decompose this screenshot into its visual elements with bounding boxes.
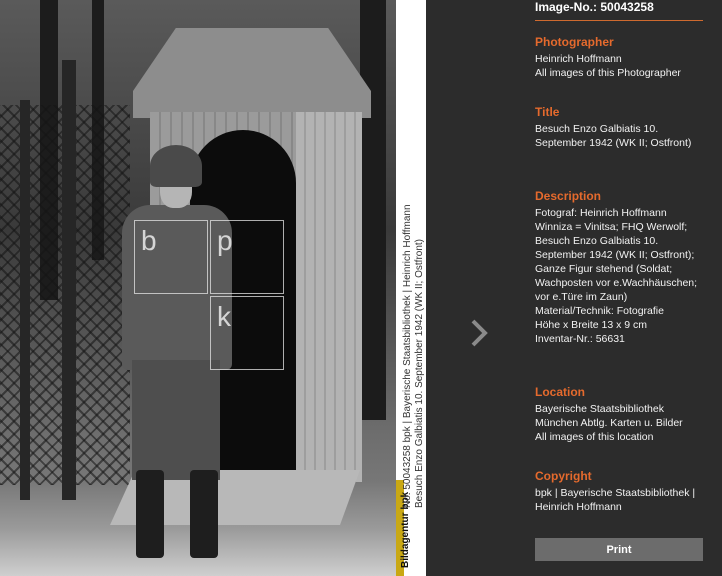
fence-post [62,60,76,500]
title-section [535,105,705,150]
location-section [535,385,705,444]
zoom-cell-b[interactable]: b [134,220,208,294]
tree-trunk [360,0,386,420]
description-material: Material/Technik: Fotografie [535,305,664,317]
description-text: Fotograf: Heinrich Hoffmann Winniza = Vinitsa; FHQ Werwolf; Besuch Enzo Galbiatis 10. September 1942 (WK II; Ostfront); Ganze Figur stehend (Soldat; Wachposten vor e.Wachhäuschen; vor e.Türe im Zaun) [535,207,698,303]
caption-line-2: Besuch Enzo Galbiatis 10. September 1942 (WK II; Ostfront) [414,238,425,508]
fence-post [20,100,30,500]
caption-line-1: No: 50043258 bpk | Bayerische Staatsbibliothek | Heinrich Hoffmann [402,204,413,508]
photographer-images-link[interactable]: All images of this Photographer [535,67,681,79]
description-inventory: Inventar-Nr.: 56631 [535,333,625,345]
description-section [535,189,705,346]
divider [535,20,703,21]
zoom-grid[interactable] [134,220,286,372]
description-heading: Description [535,189,602,203]
location-text: Bayerische Staatsbibliothek München Abtlg. Karten u. Bilder [535,403,683,429]
zoom-cell-k[interactable]: k [210,296,284,370]
title-heading: Title [535,105,560,119]
photographer-section [535,35,705,80]
soldier-helmet [150,145,202,187]
agency-label: Bildagentur bpk [400,491,411,568]
next-image-button[interactable] [462,316,496,350]
location-images-link[interactable]: All images of this location [535,431,654,443]
image-info-panel [535,0,705,576]
soldier-boot [136,470,164,558]
photographer-heading: Photographer [535,35,614,49]
soldier-legs [132,360,220,480]
photographer-name: Heinrich Hoffmann [535,53,622,65]
guard-booth-side [296,112,362,482]
image-number-value: 50043258 [600,0,654,14]
image-number-label: Image-No.: [535,0,598,14]
image-number [535,0,654,14]
zoom-cell-p[interactable]: p [210,220,284,294]
copyright-heading: Copyright [535,469,592,483]
copyright-section [535,469,705,514]
title-text: Besuch Enzo Galbiatis 10. September 1942 (WK II; Ostfront) [535,123,692,149]
print-button[interactable]: Print [535,538,703,561]
description-size: Höhe x Breite 13 x 9 cm [535,319,648,331]
booth-roof [133,28,371,118]
chevron-right-icon [470,319,488,347]
copyright-text: bpk | Bayerische Staatsbibliothek | Heinrich Hoffmann [535,487,696,513]
soldier-boot [190,470,218,558]
location-heading: Location [535,385,585,399]
